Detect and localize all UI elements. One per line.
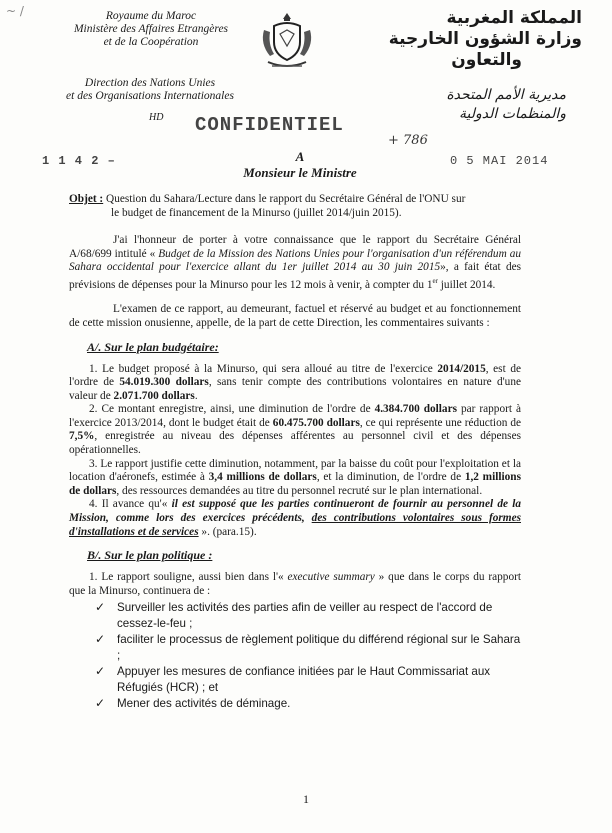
a1-bold-1: 2014/2015: [437, 362, 486, 375]
a3-text-3: , des ressources demandées au titre du personnel recruté sur le plan international.: [116, 484, 483, 497]
section-a-item-3: [69, 458, 521, 499]
department-line-1: Direction des Nations Unies: [84, 77, 216, 89]
header-left: [66, 10, 236, 49]
initials: HD: [149, 112, 164, 123]
a2-bold-3: 7,5%: [69, 430, 95, 443]
intro-sup: er: [432, 276, 438, 285]
a2-bold-2: 60.475.700 dollars: [272, 416, 360, 429]
list-item: [91, 696, 521, 712]
objet-text-2: le budget de financement de la Minurso (juillet 2014/juin 2015).: [111, 206, 402, 219]
a2-text-3: , ce qui représente une réduction de: [359, 416, 521, 429]
a2-bold-1: 4.384.700 dollars: [374, 403, 457, 416]
recipient-name: Monsieur le Ministre: [243, 165, 357, 180]
intro-text-3: juillet 2014.: [437, 278, 496, 291]
review-paragraph: L'examen de ce rapport, au demeurant, factuel et réservé au budget et au fonctionnement de cette mission onusienne, appelle, de la part de cette Direction, les commentaires suivants :: [69, 303, 521, 329]
a4-quote-underlined: des contributions volontaires sous formes d'installations et de services: [69, 512, 521, 538]
checkmark-icon: ✓: [95, 696, 106, 711]
task-text: Surveiller les activités des parties afin de veiller au respect de l'accord de cessez-le-feu ;: [117, 601, 493, 630]
coat-of-arms-emblem: [258, 10, 316, 70]
b1-text-1: 1. Le rapport souligne, aussi bien dans l'«: [89, 571, 288, 584]
section-a-item-1: [69, 363, 521, 404]
corner-marks: ~ /: [6, 4, 24, 18]
a1-text-4: .: [194, 389, 198, 402]
a4-text-2: ». (para.15).: [198, 525, 257, 538]
checkmark-icon: ✓: [95, 632, 106, 647]
section-a-item-2: [69, 403, 521, 457]
a2-text-1: 2. Ce montant enregistre, ainsi, une diminution de l'ordre de: [89, 403, 375, 416]
objet-label: Objet :: [69, 193, 104, 205]
checkmark-icon: ✓: [95, 600, 106, 615]
arabic-ministry: وزارة الشؤون الخارجية: [388, 29, 582, 49]
arabic-handwritten-line-2: والمنظمات الدولية: [459, 106, 566, 122]
a4-text-1: 4. Il avance qu'«: [89, 498, 172, 511]
confidential-stamp: CONFIDENTIEL: [195, 114, 344, 136]
intro-report-title: Budget de la Mission des Nations Unies pour l'organisation d'un référendum au Sahara occidental pour l'exercice allant du 1er juillet 2014 au 30 juin 2015: [69, 247, 521, 274]
arabic-handwritten-department: [366, 86, 566, 124]
department: [40, 77, 260, 103]
arabic-kingdom: المملكة المغربية: [446, 8, 582, 28]
section-a-item-4: [69, 498, 521, 539]
ministry-name: Ministère des Affaires Etrangères: [73, 23, 229, 35]
intro-paragraph: [69, 234, 521, 292]
date-stamp: 0 5 MAI 2014: [450, 154, 549, 168]
a3-bold-2: 1,2 millions de dollars: [69, 471, 521, 497]
arabic-handwritten-line-1: مديرية الأمم المتحدة: [446, 87, 566, 103]
a3-bold-1: 3,4 millions de dollars: [208, 471, 317, 484]
section-b-item-1: [69, 571, 521, 598]
a2-text-4: , enregistrée au niveau des dépenses afférentes au personnel civil et des dépenses opérationnelles.: [69, 430, 521, 457]
a3-text-2: , et la diminution, de l'ordre de: [316, 471, 465, 484]
task-text: Mener des activités de déminage.: [117, 697, 291, 711]
list-item: [91, 632, 521, 663]
section-b-title: B/. Sur le plan politique :: [87, 548, 213, 563]
list-item: [91, 600, 521, 631]
a4-quote: il est supposé que les parties continueront de fournir au personnel de la Mission, comme lors des exercices précédents,: [69, 498, 521, 525]
task-text: Appuyer les mesures de confiance initiées par le Haut Commissariat aux Réfugiés (HCR) ; et: [117, 665, 491, 694]
page-number: 1: [303, 792, 309, 806]
header-right-arabic: [352, 8, 582, 71]
ministry-name-2: et de la Coopération: [103, 36, 199, 48]
a1-text-1: 1. Le budget proposé à la Minurso, qui sera alloué au titre de l'exercice: [89, 362, 438, 375]
kingdom-name: Royaume du Maroc: [105, 10, 197, 22]
b1-italic: executive summary: [287, 571, 375, 584]
list-item: [91, 664, 521, 695]
task-text: faciliter le processus de règlement politique du différend régional sur le Sahara ;: [117, 633, 521, 662]
intro-text-2: », a fait état des prévisions de dépenses pour la Minurso pour les 12 mois à venir, à compter du 1: [69, 261, 521, 291]
b1-text-2: » que dans le corps du rapport que la Minurso, continuera de :: [69, 571, 521, 597]
checkmark-icon: ✓: [95, 664, 106, 679]
letter-body: [69, 193, 521, 713]
a1-bold-3: 2.071.700 dollars: [113, 389, 195, 402]
a1-text-3: , sans tenir compte des contributions volontaires en nature d'une valeur de: [69, 376, 521, 402]
objet-text-1: Question du Sahara/Lecture dans le rapport du Secrétaire Général de l'ONU sur: [106, 193, 466, 205]
reference-number: 1 1 4 2 –: [42, 154, 116, 168]
recipient-a: A: [295, 149, 305, 164]
a1-text-2: , est de l'ordre de: [69, 362, 521, 389]
mission-tasks-list: [91, 600, 521, 712]
intro-text-1: J'ai l'honneur de porter à votre connaissance que le rapport du Secrétaire Général A/68/699 intitulé «: [69, 234, 521, 260]
a2-text-2: par rapport à l'exercice 2013/2014, dont le budget était de: [69, 403, 521, 429]
handwritten-ref: + 786: [388, 133, 428, 148]
department-line-2: et des Organisations Internationales: [66, 90, 234, 102]
a1-bold-2: 54.019.300 dollars: [119, 376, 209, 389]
arabic-cooperation: والتعاون: [451, 50, 522, 70]
section-a-title: A/. Sur le plan budgétaire:: [87, 339, 219, 354]
a3-text-1: 3. Le rapport justifie cette diminution, notamment, par la baisse du coût pour l'exploitation et la location d'aéronefs, estimée à: [69, 457, 521, 484]
objet: [69, 193, 521, 220]
recipient: [200, 149, 400, 181]
